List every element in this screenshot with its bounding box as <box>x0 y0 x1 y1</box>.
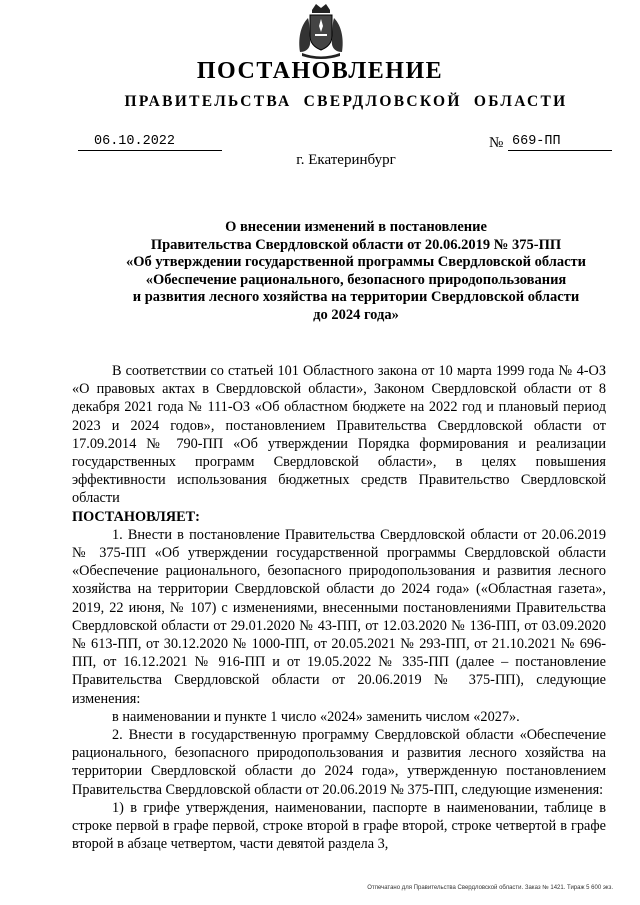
document-number <box>508 133 612 151</box>
title-line: до 2024 года» <box>313 306 399 323</box>
document-date: 06.10.2022 <box>78 133 222 151</box>
title-line: «Обеспечение рационального, безопасного природопользования <box>145 271 567 288</box>
title-line: Правительства Свердловской области от 20.06.2019 № 375-ПП <box>150 236 562 253</box>
item-1-change-paragraph: в наименовании и пункте 1 число «2024» заменить числом «2027». <box>112 708 520 725</box>
title-line: О внесении изменений в постановление <box>225 219 487 235</box>
resolves-heading: ПОСТАНОВЛЯЕТ: <box>72 508 200 525</box>
print-footer: Отпечатано для Правительства Свердловской области. Заказ № 1421. Тираж 5 600 экз. <box>367 885 613 891</box>
item-2-paragraph: 2. Внести в государственную программу Свердловской области «Обеспечение рационального, безопасного природопользования и развития лесного хозяйства на территории Свердловской области до 2024 года», утвержденную постановлением Правительства Свердловской области от 20.06.2019 № 375-ПП, следующие изменения: <box>72 727 606 798</box>
document-number-value: 669-ПП <box>512 134 561 149</box>
document-body <box>72 362 606 853</box>
item-1-paragraph: 1. Внести в постановление Правительства Свердловской области от 20.06.2019 № 375-ПП «Об утверждении государственной программы Свердловской области «Обеспечение рационального, безопасного природопользования и развития лесного хозяйства на территории Свердловской области до 2024 года» («Областная газета», 2019, 22 июня, № 107) с изменениями, внесенными постановлениями Правительства Свердловской области от 29.01.2020 № 43-ПП, от 12.03.2020 № 136-ПП, от 03.09.2020 № 613-ПП, от 30.12.2020 № 1000-ПП, от 20.05.2021 № 293-ПП, от 21.10.2021 № 696-ПП, от 16.12.2021 № 916-ПП и от 19.05.2022 № 335-ПП (далее – постановление Правительства Свердловской области от 20.06.2019 № 375-ПП), следующие изменения: <box>72 526 606 707</box>
issuer-heading: ПРАВИТЕЛЬСТВА СВЕРДЛОВСКОЙ ОБЛАСТИ <box>124 93 568 110</box>
title-line: «Об утверждении государственной программы Свердловской области <box>125 254 587 270</box>
coat-of-arms-emblem <box>296 2 346 60</box>
city-line: г. Екатеринбург <box>296 152 396 168</box>
document-title <box>60 219 640 324</box>
preamble-paragraph: В соответствии со статьей 101 Областного закона от 10 марта 1999 года № 4-ОЗ «О правовых актах в Свердловской области», Законом Свердловской области от 8 декабря 2021 года № 111-ОЗ «Об областном бюджете на 2022 год и плановый период 2023 и 2024 годов», постановлением Правительства Свердловской области от 17.09.2014 № 790-ПП «Об утверждении Порядка формирования и реализации государственных программ Свердловской области», в целях повышения эффективности использования бюджетных средств Правительство Свердловской области <box>72 363 606 507</box>
number-label: № <box>489 135 504 151</box>
document-type-heading: ПОСТАНОВЛЕНИЕ <box>196 58 444 84</box>
title-line: и развития лесного хозяйства на территории Свердловской области <box>132 289 580 305</box>
item-2-subitem-1-paragraph: 1) в грифе утверждения, наименовании, паспорте в наименовании, таблице в строке первой в графе первой, строке второй в графе второй, строке четвертой в графе второй в абзаце четвертом, части девятой раздела 3, <box>72 799 606 853</box>
